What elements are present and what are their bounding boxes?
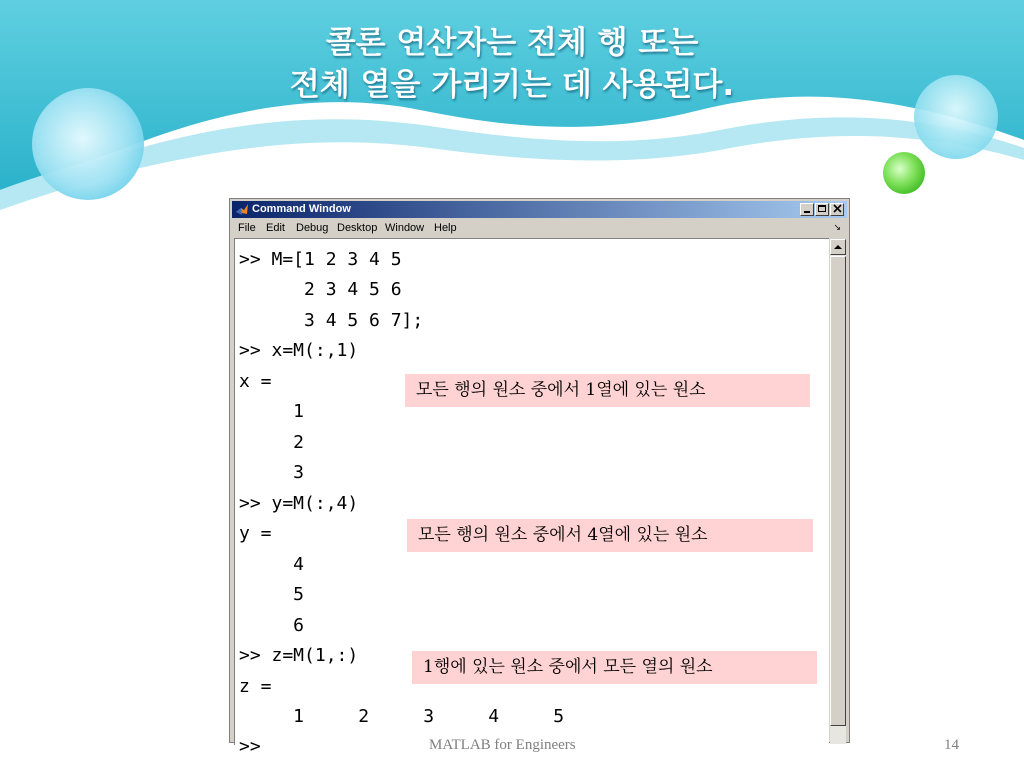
command-line: 6 <box>239 615 305 636</box>
command-line: 3 <box>239 462 305 483</box>
command-line: >> M=[1 2 3 4 5 <box>239 249 402 270</box>
minimize-icon <box>804 211 810 213</box>
undock-arrow-icon[interactable]: ↘ <box>833 222 841 232</box>
command-line: 1 2 3 4 5 <box>239 706 565 727</box>
command-line: x = <box>239 371 272 392</box>
vertical-scrollbar[interactable] <box>830 239 846 744</box>
page-number: 14 <box>944 737 959 753</box>
window-title: Command Window <box>252 203 351 215</box>
command-line: 2 <box>239 432 305 453</box>
window-titlebar[interactable] <box>232 201 847 218</box>
scroll-thumb[interactable] <box>830 256 846 726</box>
title-line-1: 콜론 연산자는 전체 행 또는 <box>325 25 699 61</box>
command-line: 3 4 5 6 7]; <box>239 310 424 331</box>
menu-help[interactable]: Help <box>434 222 457 234</box>
matlab-icon <box>235 203 249 216</box>
slide-title <box>0 22 1024 106</box>
menu-desktop[interactable]: Desktop <box>337 222 378 234</box>
command-line: y = <box>239 523 272 544</box>
command-prompt[interactable]: >> <box>239 736 261 757</box>
maximize-icon <box>818 205 826 212</box>
annotation-y: 모든 행의 원소 중에서 4열에 있는 원소 <box>407 519 813 552</box>
close-icon <box>833 205 842 213</box>
command-line: z = <box>239 676 272 697</box>
command-line: >> x=M(:,1) <box>239 340 359 361</box>
command-line: 4 <box>239 554 305 575</box>
command-line: 2 3 4 5 6 <box>239 279 402 300</box>
maximize-button[interactable] <box>815 203 829 216</box>
menu-debug[interactable]: Debug <box>296 222 329 234</box>
window-buttons <box>800 203 844 216</box>
command-line: 5 <box>239 584 305 605</box>
close-button[interactable] <box>830 203 844 216</box>
annotation-z: 1행에 있는 원소 중에서 모든 열의 원소 <box>412 651 817 684</box>
annotation-x: 모든 행의 원소 중에서 1열에 있는 원소 <box>405 374 810 407</box>
menu-window[interactable]: Window <box>385 222 425 234</box>
command-line: >> z=M(1,:) <box>239 645 359 666</box>
menu-bar <box>232 219 847 237</box>
menu-file[interactable]: File <box>238 222 256 234</box>
command-line: >> y=M(:,4) <box>239 493 359 514</box>
scroll-up-button[interactable] <box>830 239 846 255</box>
command-line: 1 <box>239 401 305 422</box>
minimize-button[interactable] <box>800 203 814 216</box>
scroll-up-icon <box>831 240 845 254</box>
footer-text: MATLAB for Engineers <box>429 737 576 753</box>
menu-edit[interactable]: Edit <box>266 222 285 234</box>
title-line-2: 전체 열을 가리키는 데 사용된다. <box>289 67 735 103</box>
